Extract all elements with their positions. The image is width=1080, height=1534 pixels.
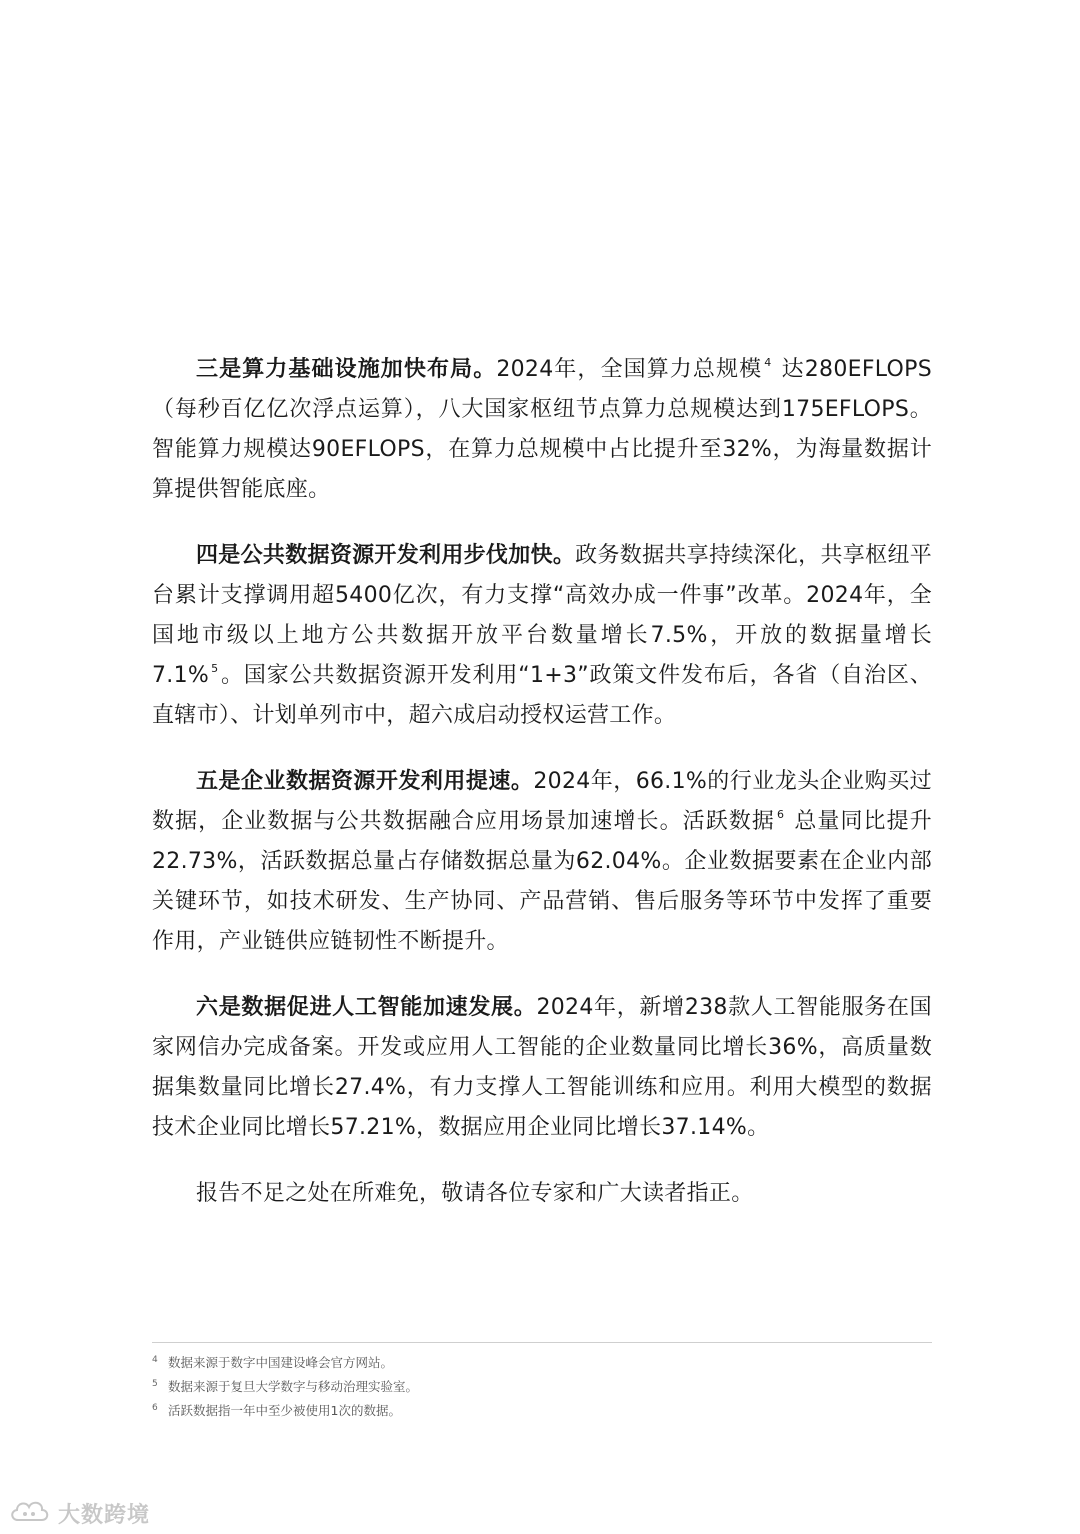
paragraph-computing-power — [152, 350, 932, 510]
paragraph-lead: 三是算力基础设施加快布局。 — [196, 357, 497, 382]
footnote-item — [152, 1375, 932, 1399]
footnote-number: 5 — [152, 1379, 158, 1389]
paragraph-public-data — [152, 536, 932, 736]
cloud-logo-icon — [8, 1496, 52, 1530]
paragraph-text: 达280EFLOPS（每秒百亿亿次浮点运算），八大国家枢纽节点算力总规模达到175EFLOPS。智能算力规模达90EFLOPS，在算力总规模中占比提升至32%，为海量数据计算提供智能底座。 — [152, 357, 932, 502]
paragraph-text: 2024年，新增238款人工智能服务在国家网信办完成备案。开发或应用人工智能的企业数量同比增长36%，高质量数据集数量同比增长27.4%，有力支撑人工智能训练和应用。利用大模型的数据技术企业同比增长57.21%，数据应用企业同比增长37.14%。 — [152, 995, 932, 1140]
footnote-text: 数据来源于复旦大学数字与移动治理实验室。 — [168, 1379, 419, 1394]
footnote-number: 6 — [152, 1403, 158, 1413]
paragraph-text: 政务数据共享持续深化，共享枢纽平台累计支撑调用超5400亿次，有力支撑“高效办成一件事”改革。2024年，全国地市级以上地方公共数据开放平台数量增长7.5%，开放的数据量增长7.1% — [152, 543, 932, 688]
paragraph-lead: 六是数据促进人工智能加速发展。 — [196, 995, 537, 1020]
paragraph-text: 2024年，66.1%的行业龙头企业购买过数据，企业数据与公共数据融合应用场景加速增长。活跃数据 — [152, 769, 932, 834]
footnote-text: 数据来源于数字中国建设峰会官方网站。 — [168, 1355, 394, 1370]
watermark-text: 大数跨境 — [58, 1502, 151, 1528]
footnote-item — [152, 1351, 932, 1375]
footnote-text: 活跃数据指一年中至少被使用1次的数据。 — [168, 1403, 401, 1418]
main-content — [152, 350, 932, 1214]
footnote-ref[interactable]: 5 — [211, 662, 219, 675]
watermark — [8, 1496, 150, 1530]
footnote-number: 4 — [152, 1355, 158, 1365]
footnote-item — [152, 1399, 932, 1423]
paragraph-lead: 五是企业数据资源开发利用提速。 — [196, 769, 534, 794]
closing-remark: 报告不足之处在所难免，敬请各位专家和广大读者指正。 — [196, 1181, 754, 1206]
paragraph-text: 2024年，全国算力总规模 — [496, 357, 763, 382]
footnote-ref[interactable]: 6 — [776, 808, 785, 821]
paragraph-ai-development — [152, 988, 932, 1148]
footnote-ref[interactable]: 4 — [764, 356, 772, 369]
paragraph-text: 。国家公共数据资源开发利用“1+3”政策文件发布后，各省（自治区、直辖市）、计划单列市中，超六成启动授权运营工作。 — [152, 663, 932, 728]
footnotes — [152, 1342, 932, 1423]
paragraph-enterprise-data — [152, 762, 932, 962]
paragraph-text: 总量同比提升22.73%，活跃数据总量占存储数据总量为62.04%。企业数据要素在企业内部关键环节，如技术研发、生产协同、产品营销、售后服务等环节中发挥了重要作用，产业链供应链韧性不断提升。 — [152, 809, 932, 954]
paragraph-lead: 四是公共数据资源开发利用步伐加快。 — [196, 543, 576, 568]
